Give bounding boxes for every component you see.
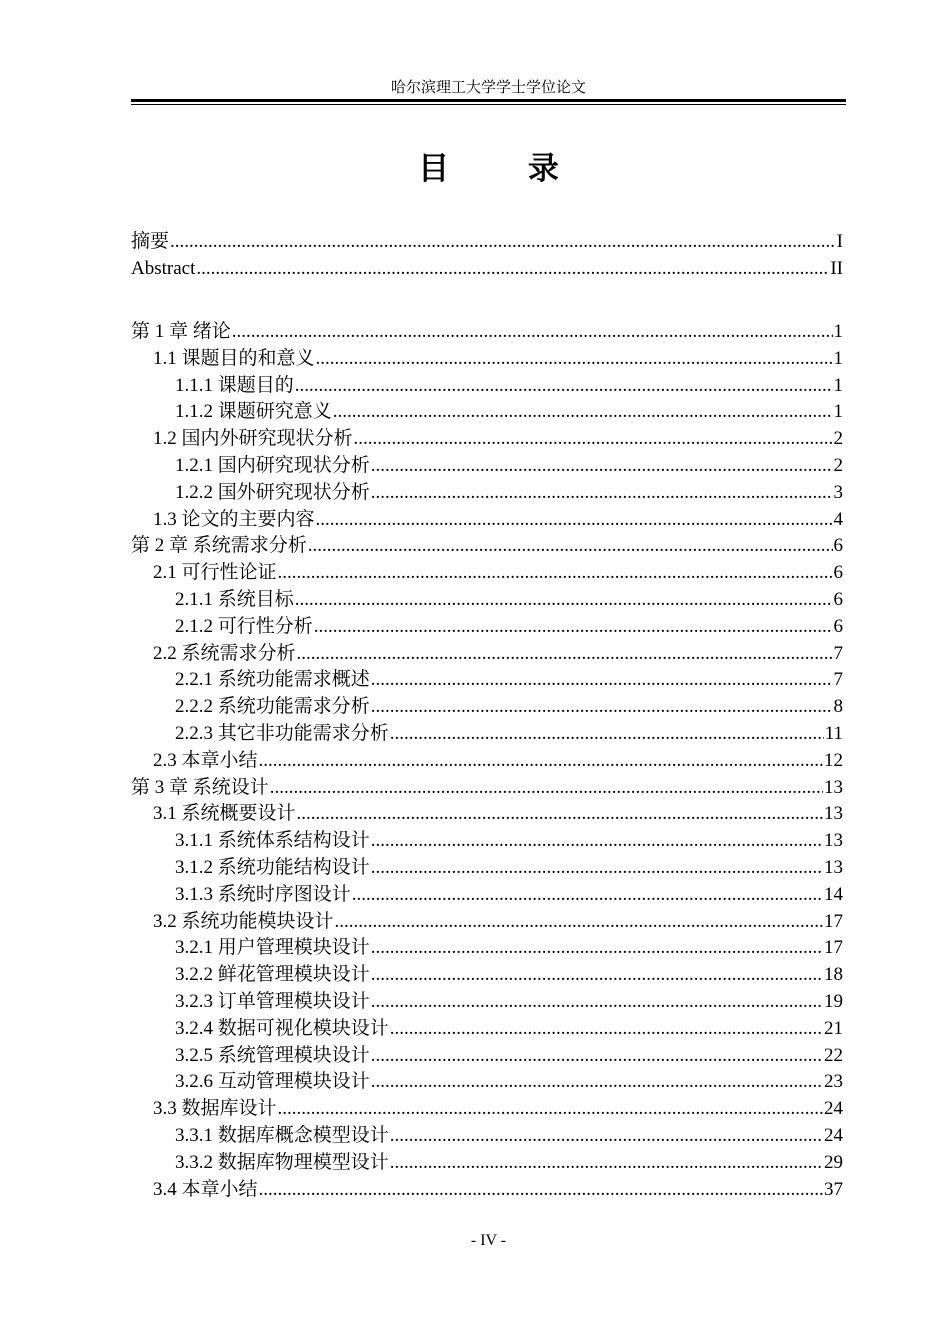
toc-entry-label: 3.3 数据库设计 [153,1098,277,1120]
toc-entry[interactable] [131,256,843,283]
toc-entry-page: 7 [833,669,843,691]
toc-entry-label: 1.2.2 国外研究现状分析 [175,481,370,503]
toc-entry-page: 1 [833,321,843,342]
toc-main [131,319,843,1203]
toc-entry[interactable] [131,1096,843,1123]
toc-entry-page: 13 [824,776,843,798]
toc-leader-dots [333,399,833,426]
toc-entry-page: 17 [824,937,843,959]
toc-entry-page: 6 [833,535,843,557]
toc-entry-page: 7 [833,642,843,664]
toc-entry-page: 1 [833,374,843,396]
toc-entry[interactable] [131,1069,843,1096]
toc-leader-dots [316,507,833,534]
header-rule-thin [131,104,846,105]
toc-entry-page: 6 [833,562,843,584]
toc-entry-label: 3.2.1 用户管理模块设计 [175,937,370,959]
toc-entry-label: 1.1 课题目的和意义 [153,347,315,369]
toc-entry-label: 2.2.1 系统功能需求概述 [175,669,370,691]
toc-entry-page: 13 [824,856,843,878]
toc-entry[interactable] [131,453,843,480]
toc-leader-dots [371,935,823,962]
toc-entry-page: 11 [824,722,843,744]
toc-leader-dots [390,1150,823,1177]
toc-entry-label: 2.1.1 系统目标 [175,588,294,610]
toc-entry-page: 4 [833,508,843,530]
toc-entry-label: 3.1 系统概要设计 [153,803,296,825]
toc-entry-page: I [836,231,843,252]
toc-entry-label: 第 2 章 系统需求分析 [131,535,307,557]
toc-entry[interactable] [131,1177,843,1204]
toc-leader-dots [295,373,833,400]
toc-entry-label: Abstract [131,257,196,279]
toc-leader-dots [295,587,833,614]
toc-entry-page: 21 [824,1017,843,1039]
toc-entry-page: 24 [824,1098,843,1120]
toc-entry-page: 23 [824,1071,843,1093]
running-header: 哈尔滨理工大学学士学位论文 [390,80,586,96]
toc-entry-label: 1.3 论文的主要内容 [153,508,315,530]
toc-entry-label: 3.2.4 数据可视化模块设计 [175,1017,389,1039]
toc-entry[interactable] [131,748,843,775]
toc-leader-dots [316,346,833,373]
toc-entry[interactable] [131,1150,843,1177]
toc-entry-label: 2.2.3 其它非功能需求分析 [175,722,389,744]
toc-entry[interactable] [131,855,843,882]
toc-entry-label: 1.2 国内外研究现状分析 [153,428,353,450]
page-number: - IV - [470,1232,507,1249]
toc-entry[interactable] [131,989,843,1016]
toc-entry-page: 24 [824,1124,843,1146]
toc-entry-label: 3.3.2 数据库物理模型设计 [175,1151,389,1173]
toc-leader-dots [371,667,833,694]
toc-front-matter [131,229,843,283]
toc-entry-label: 2.1.2 可行性分析 [175,615,313,637]
toc-leader-dots [354,426,833,453]
toc-entry[interactable] [131,1043,843,1070]
toc-entry[interactable] [131,909,843,936]
toc-leader-dots [259,748,823,775]
toc-leader-dots [371,694,833,721]
toc-entry[interactable] [131,373,843,400]
toc-entry[interactable] [131,614,843,641]
toc-leader-dots [352,882,823,909]
toc-entry[interactable] [131,801,843,828]
toc-entry-page: 17 [824,910,843,932]
toc-entry[interactable] [131,533,843,560]
toc-entry-page: 37 [824,1178,843,1200]
toc-entry[interactable] [131,828,843,855]
toc-leader-dots [314,614,833,641]
toc-entry-page: 6 [833,615,843,637]
toc-entry-page: 2 [833,428,843,450]
toc-entry[interactable] [131,426,843,453]
toc-leader-dots [170,229,836,256]
toc-entry[interactable] [131,346,843,373]
toc-leader-dots [390,1016,823,1043]
toc-entry[interactable] [131,399,843,426]
toc-entry[interactable] [131,1123,843,1150]
toc-entry-label: 1.2.1 国内研究现状分析 [175,454,370,476]
toc-entry-label: 2.2 系统需求分析 [153,642,296,664]
toc-entry-page: 1 [833,347,843,369]
toc-leader-dots [297,801,823,828]
header-rule-thick [131,99,846,102]
toc-entry[interactable] [131,721,843,748]
toc-leader-dots [270,775,823,802]
toc-entry-page: 18 [824,964,843,986]
page-title: 目 录 [418,151,593,187]
toc-entry-label: 1.1.1 课题目的 [175,374,294,396]
toc-entry[interactable] [131,229,843,256]
toc-entry-label: 3.3.1 数据库概念模型设计 [175,1124,389,1146]
toc-entry-label: 1.1.2 课题研究意义 [175,401,332,423]
toc-entry-label: 3.2.6 互动管理模块设计 [175,1071,370,1093]
toc-entry[interactable] [131,962,843,989]
toc-entry-page: 19 [824,990,843,1012]
toc-entry-label: 3.2.3 订单管理模块设计 [175,990,370,1012]
toc-entry[interactable] [131,935,843,962]
toc-entry-page: 29 [824,1151,843,1173]
toc-entry[interactable] [131,480,843,507]
toc-leader-dots [390,1123,823,1150]
toc-entry-page: 13 [824,830,843,852]
toc-entry-page: II [830,257,843,279]
toc-leader-dots [390,721,824,748]
toc-entry[interactable] [131,507,843,534]
toc-entry-label: 3.2 系统功能模块设计 [153,910,334,932]
toc-entry-label: 摘要 [131,231,170,252]
toc-entry-page: 8 [833,696,843,718]
toc-entry[interactable] [131,882,843,909]
toc-leader-dots [371,962,823,989]
toc-leader-dots [278,1096,823,1123]
toc-entry[interactable] [131,560,843,587]
toc-leader-dots [335,909,823,936]
toc-entry-label: 3.4 本章小结 [153,1178,258,1200]
toc-entry-page: 22 [824,1044,843,1066]
toc-entry[interactable] [131,667,843,694]
toc-entry[interactable] [131,319,843,346]
toc-entry[interactable] [131,775,843,802]
toc-leader-dots [371,1069,823,1096]
toc-leader-dots [297,641,833,668]
toc-entry-label: 3.1.2 系统功能结构设计 [175,856,370,878]
toc-entry-label: 3.1.3 系统时序图设计 [175,883,351,905]
toc-entry-label: 第 1 章 绪论 [131,321,231,342]
toc-leader-dots [371,453,833,480]
toc-entry-label: 第 3 章 系统设计 [131,776,269,798]
toc-entry[interactable] [131,1016,843,1043]
toc-entry-page: 2 [833,454,843,476]
toc-entry-label: 3.1.1 系统体系结构设计 [175,830,370,852]
toc-entry-label: 3.2.2 鲜花管理模块设计 [175,964,370,986]
toc-entry-label: 2.2.2 系统功能需求分析 [175,696,370,718]
toc-entry-page: 12 [824,749,843,771]
toc-leader-dots [278,560,833,587]
toc-entry-label: 3.2.5 系统管理模块设计 [175,1044,370,1066]
toc-entry[interactable] [131,694,843,721]
toc-entry[interactable] [131,587,843,614]
toc-leader-dots [308,533,833,560]
toc-leader-dots [371,1043,823,1070]
toc-leader-dots [371,989,823,1016]
toc-entry-page: 1 [833,401,843,423]
toc-entry-page: 3 [833,481,843,503]
toc-leader-dots [371,828,823,855]
toc-entry[interactable] [131,641,843,668]
toc-leader-dots [196,256,829,283]
toc-leader-dots [371,855,823,882]
toc-entry-page: 14 [824,883,843,905]
toc-leader-dots [259,1177,823,1204]
toc-entry-label: 2.3 本章小结 [153,749,258,771]
toc-entry-page: 6 [833,588,843,610]
toc-entry-page: 13 [824,803,843,825]
toc-leader-dots [232,319,833,346]
toc-entry-label: 2.1 可行性论证 [153,562,277,584]
toc-leader-dots [371,480,833,507]
